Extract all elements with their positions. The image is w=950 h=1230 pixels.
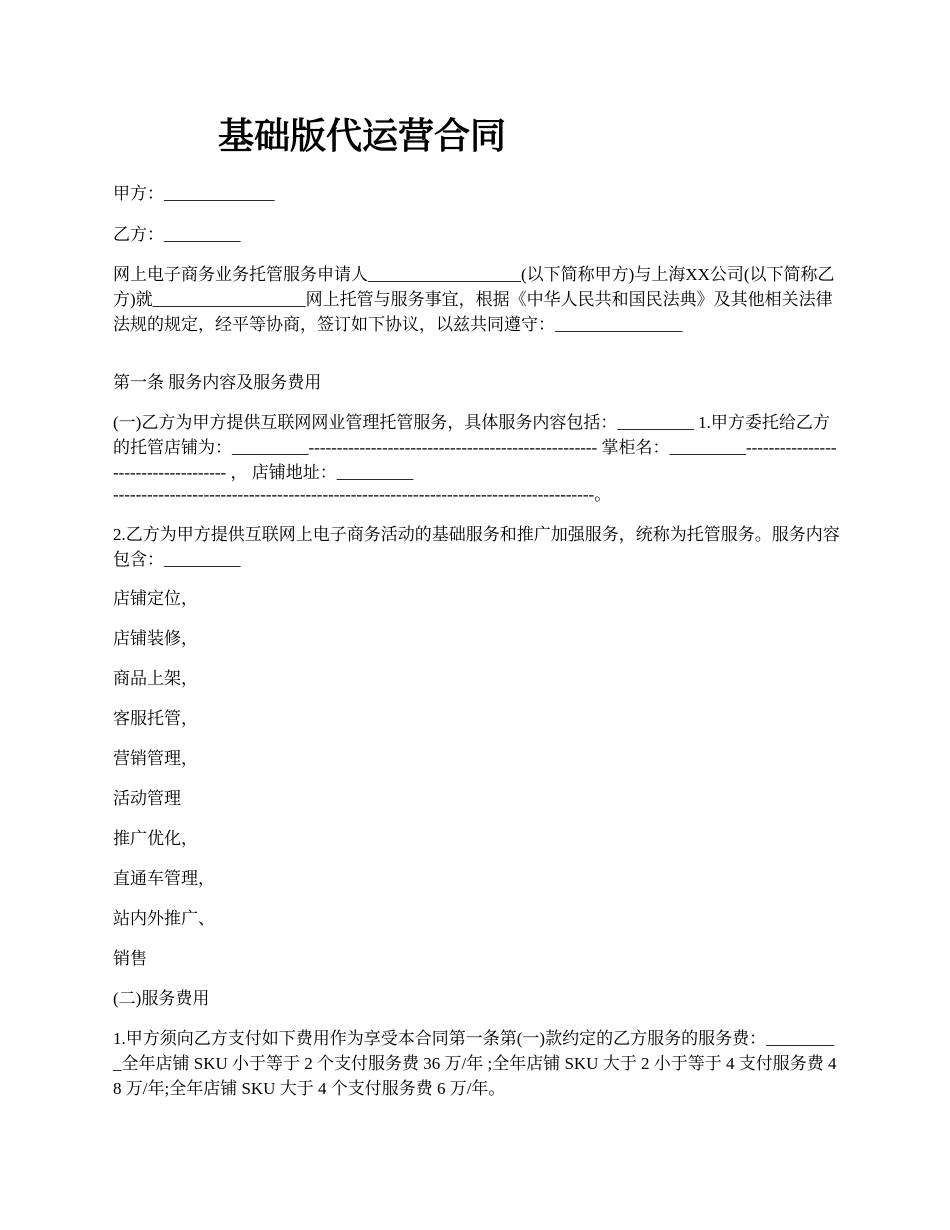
- service-item: 客服托管，: [113, 709, 198, 728]
- clause-2: 2.乙方为甲方提供互联网上电子商务活动的基础服务和推广加强服务，统称为托管服务。服务内容包含：_________: [113, 525, 840, 569]
- service-item: 商品上架，: [113, 669, 198, 688]
- service-item: 推广优化，: [113, 829, 198, 848]
- clause-1-1: (一)乙方为甲方提供互联网网业管理托管服务，具体服务内容包括：_________ 1.甲方委托给乙方的托管店铺为：_________--------------------------------------------------- 掌柜名：_________------------------------------------ ， 店铺地址：_________: [113, 413, 837, 482]
- party-a-line: 甲方：_____________: [113, 184, 275, 203]
- service-item: 直通车管理，: [113, 869, 215, 888]
- fee-clause: 1.甲方须向乙方支付如下费用作为享受本合同第一条第(一)款约定的乙方服务的服务费：_________全年店铺 SKU 小于等于 2 个支付服务费 36 万/年 ;全年店铺 SKU 大于 2 小于等于 4 支付服务费 48 万/年;全年店铺 SKU 大于 4 个支付服务费 6 万/年。: [113, 1029, 837, 1098]
- article-1-heading: 第一条 服务内容及服务费用: [113, 373, 322, 392]
- page-title: 基础版代运营合同: [217, 115, 506, 157]
- intro-paragraph: 网上电子商务业务托管服务申请人__________________(以下简称甲方)与上海XX公司(以下简称乙方)就__________________网上托管与服务事宜，根据《中华人民共和国民法典》及其他相关法律法规的规定，经平等协商，签订如下协议，以兹共同遵守：_______________: [113, 265, 835, 334]
- party-b-line: 乙方：_________: [113, 225, 241, 244]
- service-item: 店铺装修，: [113, 629, 198, 648]
- service-item: 活动管理: [113, 789, 181, 808]
- clause-1-1-tail: -------------------------------------------------------------------------------------。: [113, 485, 612, 504]
- service-item: 销售: [113, 949, 147, 968]
- service-item: 营销管理，: [113, 749, 198, 768]
- service-item: 店铺定位，: [113, 589, 198, 608]
- service-item: 站内外推广、: [113, 909, 215, 928]
- fee-heading: (二)服务费用: [113, 989, 210, 1008]
